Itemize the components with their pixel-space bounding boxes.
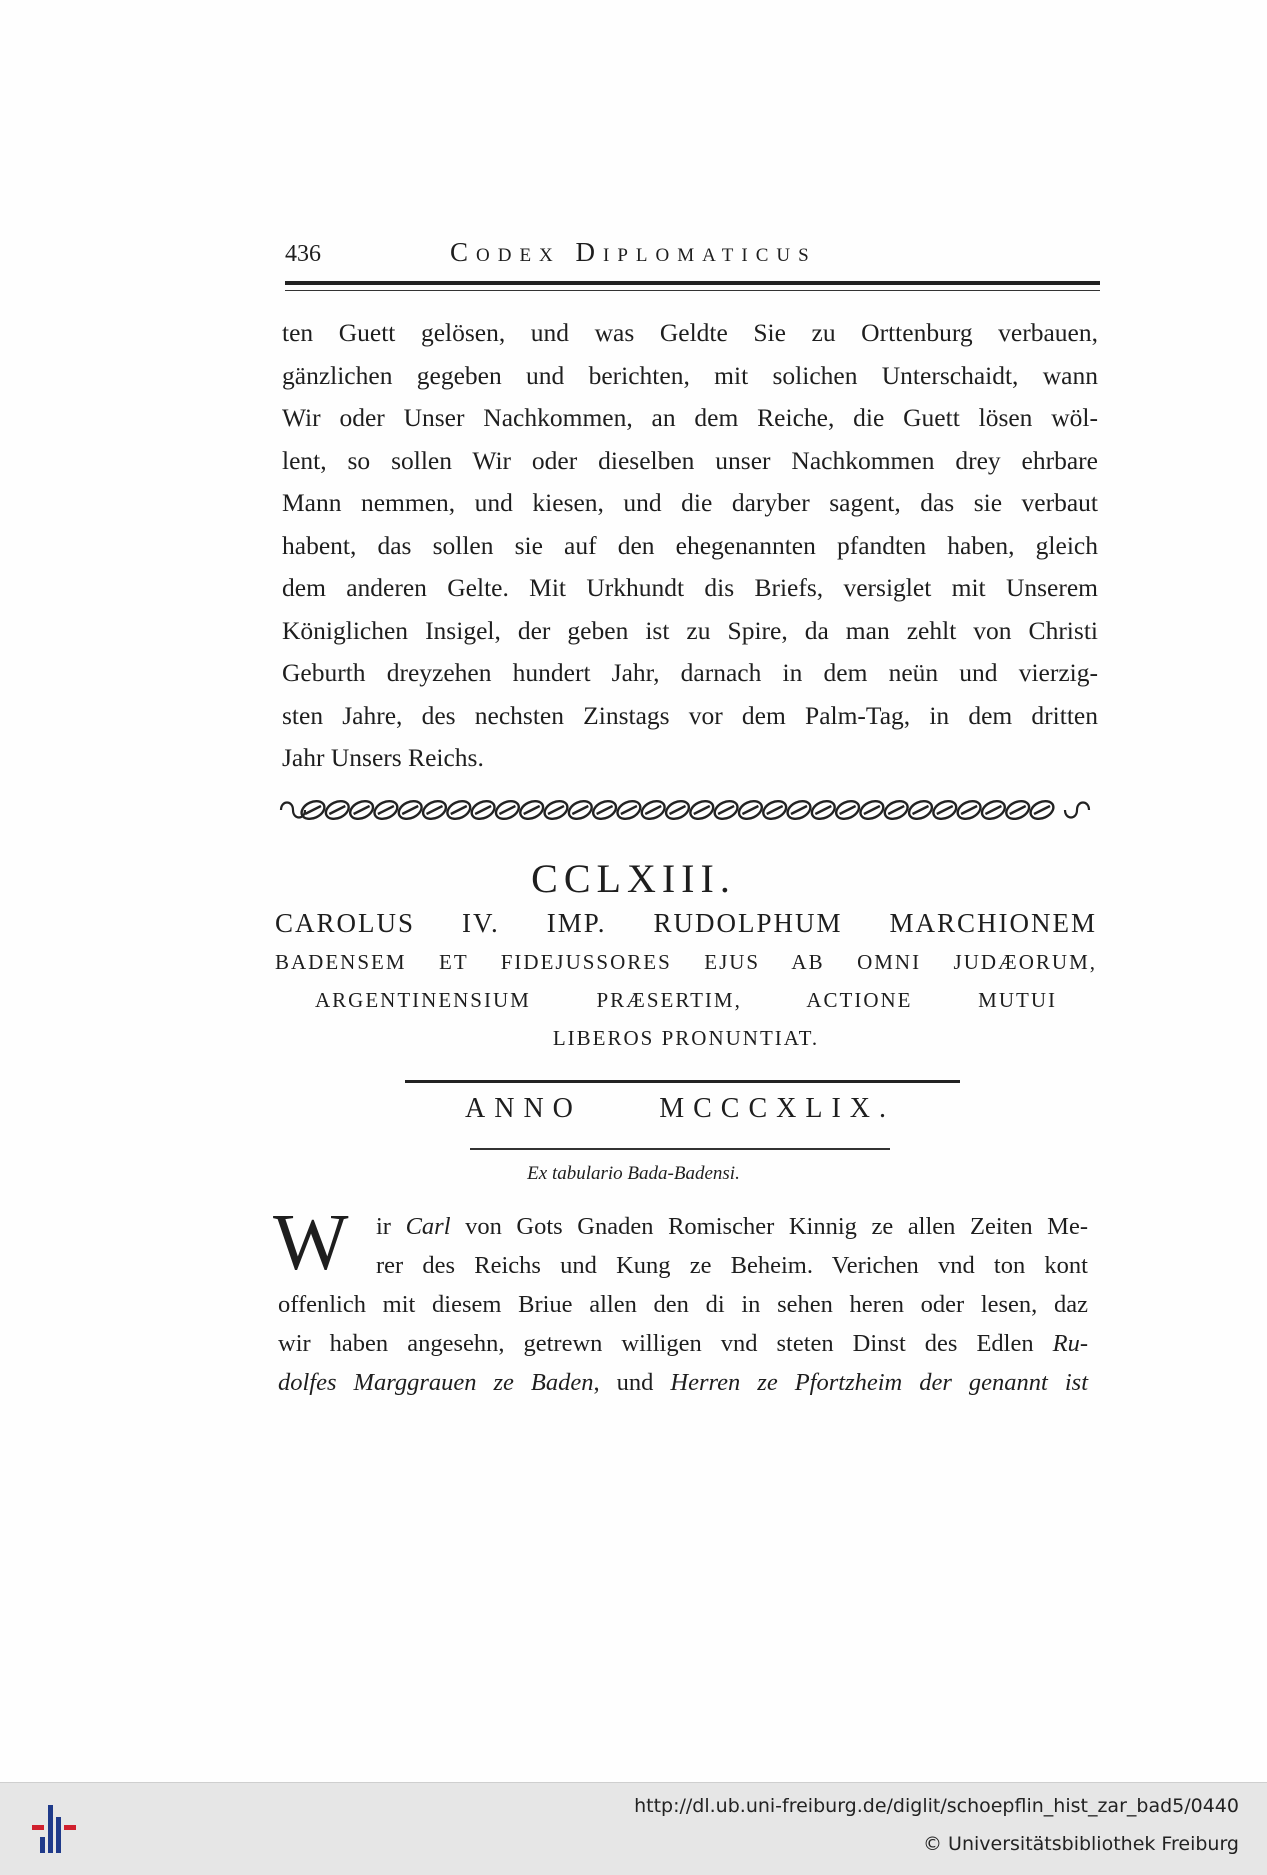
text-line: dem anderen Gelte. Mit Urkhundt dis Briefs, versiglet mit Unserem bbox=[282, 573, 1098, 602]
year-heading bbox=[465, 1093, 895, 1125]
charter-text bbox=[273, 1199, 1089, 1402]
charter-line: offenlich mit diesem Briue allen den di in sehen heren oder lesen, daz bbox=[278, 1291, 1088, 1318]
charter-fragment: wir haben angesehn, getrewn willigen vnd steten Dinst des Edlen bbox=[278, 1330, 1053, 1357]
header-rule-thin bbox=[285, 290, 1100, 291]
charter-line bbox=[278, 1363, 1088, 1402]
text-line: Geburth dreyzehen hundert Jahr, darnach in dem neün und vierzig- bbox=[282, 658, 1098, 687]
year-value: MCCCXLIX. bbox=[659, 1093, 895, 1124]
charter-fragment: von Gots Gnaden Romischer Kinnig ze allen Zeiten Me- bbox=[450, 1213, 1089, 1240]
permalink-url[interactable]: http://dl.ub.uni-freiburg.de/diglit/schoepflin_hist_zar_bad5/0440 bbox=[634, 1795, 1239, 1817]
library-logo-icon bbox=[28, 1799, 80, 1859]
text-line: Königlichen Insigel, der geben ist zu Spire, da man zehlt von Christi bbox=[282, 615, 1098, 645]
text-line: sten Jahre, des nechsten Zinstags vor dem Palm-Tag, in dem dritten bbox=[282, 700, 1098, 730]
title-rule bbox=[405, 1080, 960, 1083]
text-line: gänzlichen gegeben und berichten, mit solichen Unterschaidt, wann bbox=[282, 360, 1098, 390]
year-rule bbox=[470, 1148, 890, 1150]
text-line: Mann nemmen, und kiesen, und die daryber sagent, das sie verbaut bbox=[282, 488, 1098, 517]
title-line: CAROLUS IV. IMP. RUDOLPHUM MARCHIONEM bbox=[275, 908, 1097, 938]
text-line: lent, so sollen Wir oder dieselben unser Nachkommen drey ehrbare bbox=[282, 445, 1098, 475]
charter-fragment-italic: Ru- bbox=[1052, 1330, 1088, 1357]
viewer-footer bbox=[0, 1782, 1267, 1875]
text-line: ten Guett gelösen, und was Geldte Sie zu Orttenburg verbauen, bbox=[282, 318, 1098, 347]
charter-fragment: ir bbox=[376, 1213, 406, 1240]
drop-cap: W bbox=[273, 1199, 349, 1287]
source-note: Ex tabulario Bada-Badensi. bbox=[527, 1163, 740, 1184]
charter-fragment-italic: Carl bbox=[405, 1213, 451, 1240]
charter-fragment-italic: dolfes Marggrauen ze Baden bbox=[278, 1369, 594, 1396]
text-line: Jahr Unsers Reichs. bbox=[282, 743, 484, 772]
page-header bbox=[285, 235, 1100, 275]
text-line: habent, das sollen sie auf den ehegenannten pfandten haben, gleich bbox=[282, 530, 1098, 560]
document-number: CCLXIII. bbox=[531, 856, 736, 901]
running-title: Codex Diplomaticus bbox=[450, 237, 817, 267]
body-text bbox=[282, 312, 1098, 780]
charter-line: rer des Reichs und Kung ze Beheim. Verichen vnd ton kont bbox=[376, 1252, 1088, 1279]
title-line: ARGENTINENSIUM PRÆSERTIM, ACTIONE MUTUI bbox=[315, 988, 1057, 1012]
charter-fragment-italic: Herren ze Pfortzheim der genannt ist bbox=[670, 1369, 1089, 1396]
header-rule bbox=[285, 281, 1100, 285]
page-number: 436 bbox=[285, 241, 321, 267]
title-line: BADENSEM ET FIDEJUSSORES EJUS AB OMNI JUDÆORUM, bbox=[275, 950, 1097, 974]
charter-fragment: , und bbox=[593, 1369, 671, 1396]
charter-line bbox=[376, 1207, 1088, 1246]
copyright-notice: © Universitätsbibliothek Freiburg bbox=[923, 1833, 1239, 1855]
charter-line bbox=[278, 1324, 1088, 1363]
document-title bbox=[275, 908, 1097, 1062]
year-label: ANNO bbox=[465, 1093, 582, 1124]
text-line: Wir oder Unser Nachkommen, an dem Reiche, die Guett lösen wöl- bbox=[282, 403, 1098, 432]
title-line: LIBEROS PRONUNTIAT. bbox=[552, 1026, 820, 1050]
ornament-divider bbox=[275, 795, 1095, 825]
